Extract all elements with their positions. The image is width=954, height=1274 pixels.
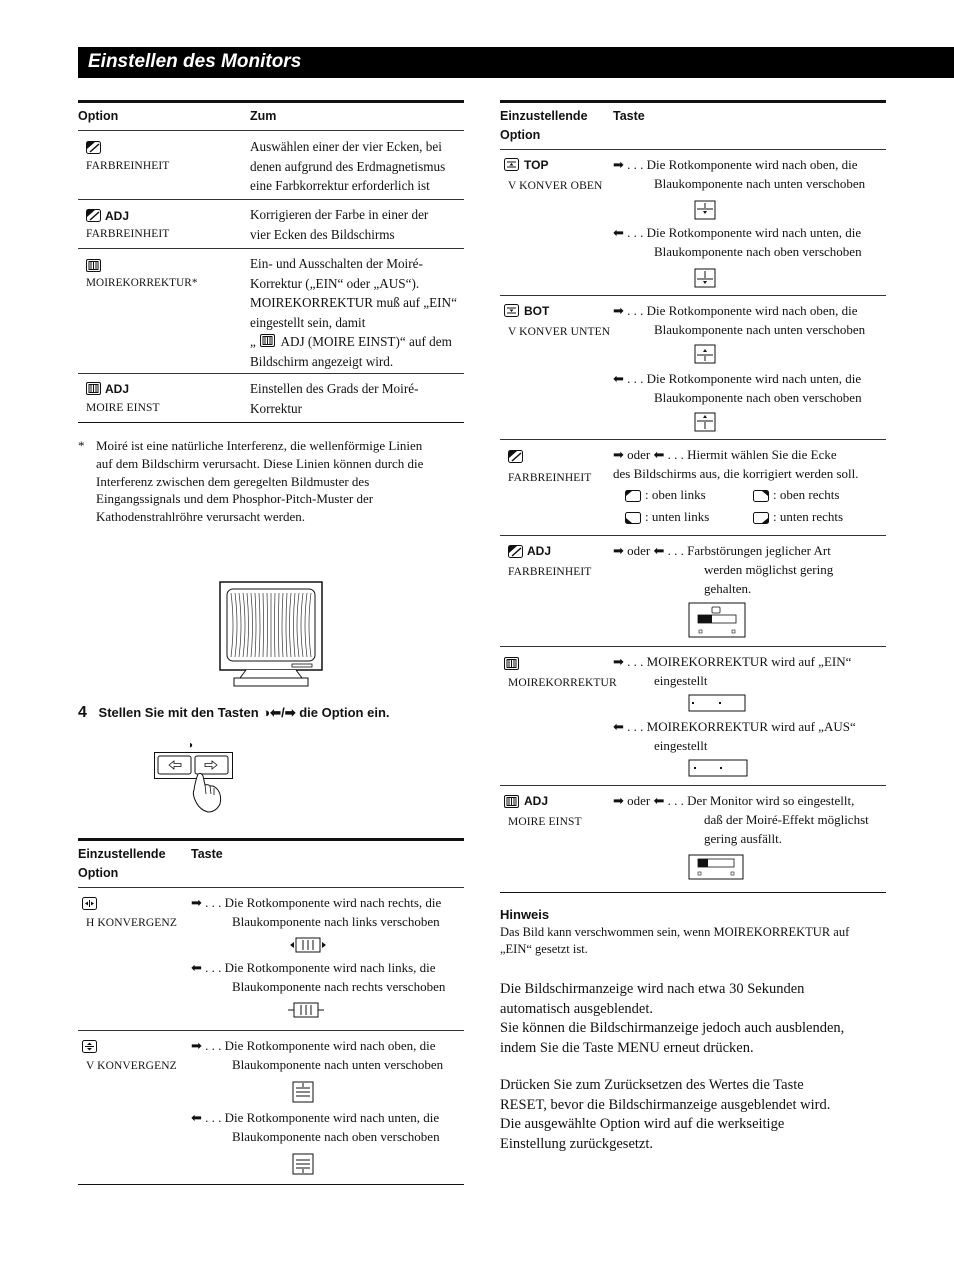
color-purity-icon (508, 545, 523, 558)
color-purity-icon (86, 141, 101, 154)
option-sub: FARBREINHEIT (86, 228, 170, 240)
h-convergence-icon (82, 897, 97, 910)
arrow-right-icon: ➡ (284, 705, 296, 720)
v-static-bottom-up-diagram (694, 344, 716, 364)
moire-icon (260, 334, 275, 347)
arrow-left-icon: ⬅ (653, 793, 665, 808)
key-right-desc: ➡ . . . MOIREKORREKTUR wird auf „EIN“ (613, 652, 851, 672)
key-desc: ➡ oder ⬅ . . . Farbstörungen jeglicher Art (613, 541, 831, 561)
v-convergence-down-diagram (292, 1153, 314, 1175)
option-sub: FARBREINHEIT (508, 566, 592, 578)
arrow-left-icon: ⬅ (191, 960, 202, 975)
moire-adjust-bar-diagram (688, 854, 744, 880)
arrow-left-icon: ⬅ (653, 447, 665, 462)
key-right-desc: ➡ . . . Die Rotkomponente wird nach oben, die (613, 155, 858, 175)
brightness-symbol: ◑ (187, 740, 194, 751)
corner-top-right-icon (753, 490, 769, 502)
option-desc: Einstellen des Grads der Moiré- Korrektur (250, 381, 419, 416)
key-desc: ➡ oder ⬅ . . . Der Monitor wird so eingestellt, (613, 791, 854, 811)
key-left-desc: ⬅ . . . Die Rotkomponente wird nach unten, die (191, 1108, 439, 1128)
key-left-desc: ⬅ . . . MOIREKORREKTUR wird auf „AUS“ (613, 717, 856, 737)
key-right-desc: ➡ . . . Die Rotkomponente wird nach oben, die (613, 301, 858, 321)
option-sub: V KONVERGENZ (86, 1060, 177, 1072)
monitor-moire-illustration (218, 580, 326, 690)
option-label: ADJ (105, 382, 130, 396)
table-row (78, 200, 464, 249)
color-purity-adjust-bar-diagram (688, 602, 746, 638)
option-label: TOP (524, 158, 549, 172)
option-sub: MOIRE EINST (86, 402, 160, 414)
moire-icon (504, 795, 519, 808)
v-static-bottom-down-diagram (694, 412, 716, 432)
v-static-bottom-icon (504, 304, 519, 317)
table-row (78, 131, 464, 200)
option-sub: MOIRE EINST (508, 816, 582, 828)
option-desc: Korrigieren der Farbe in einer der vier Ecken des Bildschirms (250, 207, 429, 242)
arrow-left-icon: ⬅ (613, 371, 624, 386)
page-title: Einstellen des Monitors (88, 51, 302, 72)
arrow-left-icon: ⬅ (270, 705, 282, 720)
arrow-right-icon: ➡ (191, 895, 202, 910)
arrow-left-icon: ⬅ (191, 1110, 202, 1125)
options-table-2 (78, 838, 464, 1185)
paragraph-osd-timeout: Die Bildschirmanzeige wird nach etwa 30 Sekunden automatisch ausgeblendet. Sie können die Bildschirmanzeige jedoch auch ausblenden, indem Sie die Taste MENU erneut drücken. (500, 981, 845, 1056)
key-left-desc: ⬅ . . . Die Rotkomponente wird nach unten, die (613, 223, 861, 243)
brightness-symbol: ◑ (262, 705, 271, 720)
option-desc: Ein- und Ausschalten der Moiré- Korrektur („EIN“ oder „AUS“). MOIREKORREKTUR muß auf „EIN“ eingestellt sein, damit „ ADJ (MOIRE EINST)“ auf dem Bildschirm angezeigt wird. (250, 256, 457, 369)
header-zum: Zum (250, 109, 277, 123)
v-static-top-up-diagram (694, 200, 716, 220)
option-sub: V KONVER UNTEN (508, 326, 611, 338)
moire-icon (86, 259, 101, 272)
table-row: BOT V KONVER UNTEN ➡ . . . Die Rotkomponente wird nach oben, die Blaukomponente nach unten verschoben ⬅ . . . Die Rotkomponente wird nach unten, die Blaukomponente nach oben verschoben (500, 296, 886, 440)
arrow-right-icon: ➡ (613, 157, 624, 172)
arrow-right-icon: ➡ (613, 303, 624, 318)
paragraph-reset: Drücken Sie zum Zurücksetzen des Wertes die Taste RESET, bevor die Bildschirmanzeige ausgeblendet wird. Die ausgewählte Option wird auf die werkseitige Einstellung zurückgesetzt. (500, 1077, 831, 1152)
page-title-bar (78, 47, 954, 78)
moire-icon (86, 382, 101, 395)
option-label: ADJ (105, 209, 130, 223)
options-table-3 (500, 100, 886, 893)
v-static-top-down-diagram (694, 268, 716, 288)
key-right-desc: ➡ . . . Die Rotkomponente wird nach rechts, die (191, 893, 441, 913)
option-sub: FARBREINHEIT (508, 472, 592, 484)
arrow-right-icon: ➡ (613, 654, 624, 669)
corner-top-left-icon (625, 490, 641, 502)
table-row: TOP V KONVER OBEN ➡ . . . Die Rotkomponente wird nach oben, die Blaukomponente nach unten verschoben ⬅ . . . Die Rotkomponente wird nach unten, die Blaukomponente nach oben verschoben (500, 150, 886, 296)
option-label: BOT (524, 304, 550, 318)
v-convergence-icon (82, 1040, 97, 1053)
arrow-right-icon: ➡ (191, 1038, 202, 1053)
table-row: ADJ FARBREINHEIT ➡ oder ⬅ . . . Farbstörungen jeglicher Art werden möglichst gering gehalten. (500, 536, 886, 647)
header-option: Option (78, 109, 119, 123)
v-convergence-up-diagram (292, 1081, 314, 1103)
option-label: ADJ (524, 794, 549, 808)
table-row: ADJ MOIRE EINST ➡ oder ⬅ . . . Der Monitor wird so eingestellt, daß der Moiré-Effekt möglichst gering ausfällt. (500, 786, 886, 893)
arrow-left-icon: ⬅ (653, 543, 665, 558)
option-desc: Auswählen einer der vier Ecken, bei denen aufgrund des Erdmagnetismus eine Farbkorrektur erforderlich ist (250, 139, 446, 193)
h-convergence-left-diagram (288, 1001, 324, 1019)
arrow-right-icon: ➡ (613, 543, 624, 558)
option-label: ADJ (527, 544, 552, 558)
hinweis-note: Hinweis Das Bild kann verschwommen sein, wenn MOIREKORREKTUR auf „EIN“ gesetzt ist. (500, 907, 850, 956)
option-sub: FARBREINHEIT (86, 160, 170, 172)
table-header: Einzustellende Option Taste (500, 103, 886, 150)
option-sub: H KONVERGENZ (86, 917, 177, 929)
options-table-1 (78, 100, 464, 423)
color-purity-icon (86, 209, 101, 222)
key-left-desc: ⬅ . . . Die Rotkomponente wird nach links, die (191, 958, 436, 978)
step-4: 4 Stellen Sie mit den Tasten ◑⬅/➡ die Option ein. (78, 704, 390, 721)
table-row: V KONVERGENZ ➡ . . . Die Rotkomponente wird nach oben, die Blaukomponente nach unten verschoben ⬅ . . . Die Rotkomponente wird nach unten, die Blaukomponente nach oben verschoben (78, 1031, 464, 1185)
table-row (78, 249, 464, 374)
v-static-top-icon (504, 158, 519, 171)
arrow-left-icon: ⬅ (613, 719, 624, 734)
h-convergence-right-diagram (290, 936, 326, 954)
arrow-left-icon: ⬅ (613, 225, 624, 240)
key-desc: ➡ oder ⬅ . . . Hiermit wählen Sie die Ecke (613, 445, 837, 465)
table-row: MOIREKORREKTUR ➡ . . . MOIREKORREKTUR wird auf „EIN“ eingestellt ⬅ . . . MOIREKORREKTUR wird auf „AUS“ eingestellt (500, 647, 886, 786)
moire-off-diagram (688, 759, 748, 777)
arrow-right-icon: ➡ (613, 447, 624, 462)
corner-bottom-left-icon (625, 512, 641, 524)
option-sub: V KONVER OBEN (508, 180, 603, 192)
color-purity-icon (508, 450, 523, 463)
table-row (78, 374, 464, 423)
moire-on-diagram (688, 694, 746, 712)
moire-icon (504, 657, 519, 670)
option-sub: MOIREKORREKTUR* (86, 277, 198, 289)
option-sub: MOIREKORREKTUR (508, 677, 617, 689)
table-row: FARBREINHEIT ➡ oder ⬅ . . . Hiermit wählen Sie die Ecke des Bildschirms aus, die korrigiert werden soll. : oben links : oben rechts : unten links : unten rechts (500, 440, 886, 536)
table-header (78, 103, 464, 131)
arrow-right-icon: ➡ (613, 793, 624, 808)
key-left-desc: ⬅ . . . Die Rotkomponente wird nach unten, die (613, 369, 861, 389)
table-header: Einzustellende Option Taste (78, 841, 464, 888)
corner-bottom-right-icon (753, 512, 769, 524)
key-right-desc: ➡ . . . Die Rotkomponente wird nach oben, die (191, 1036, 436, 1056)
table-row: H KONVERGENZ ➡ . . . Die Rotkomponente wird nach rechts, die Blaukomponente nach links verschoben ⬅ . . . Die Rotkomponente wird nach links, die Blaukomponente nach rechts verschoben (78, 888, 464, 1031)
